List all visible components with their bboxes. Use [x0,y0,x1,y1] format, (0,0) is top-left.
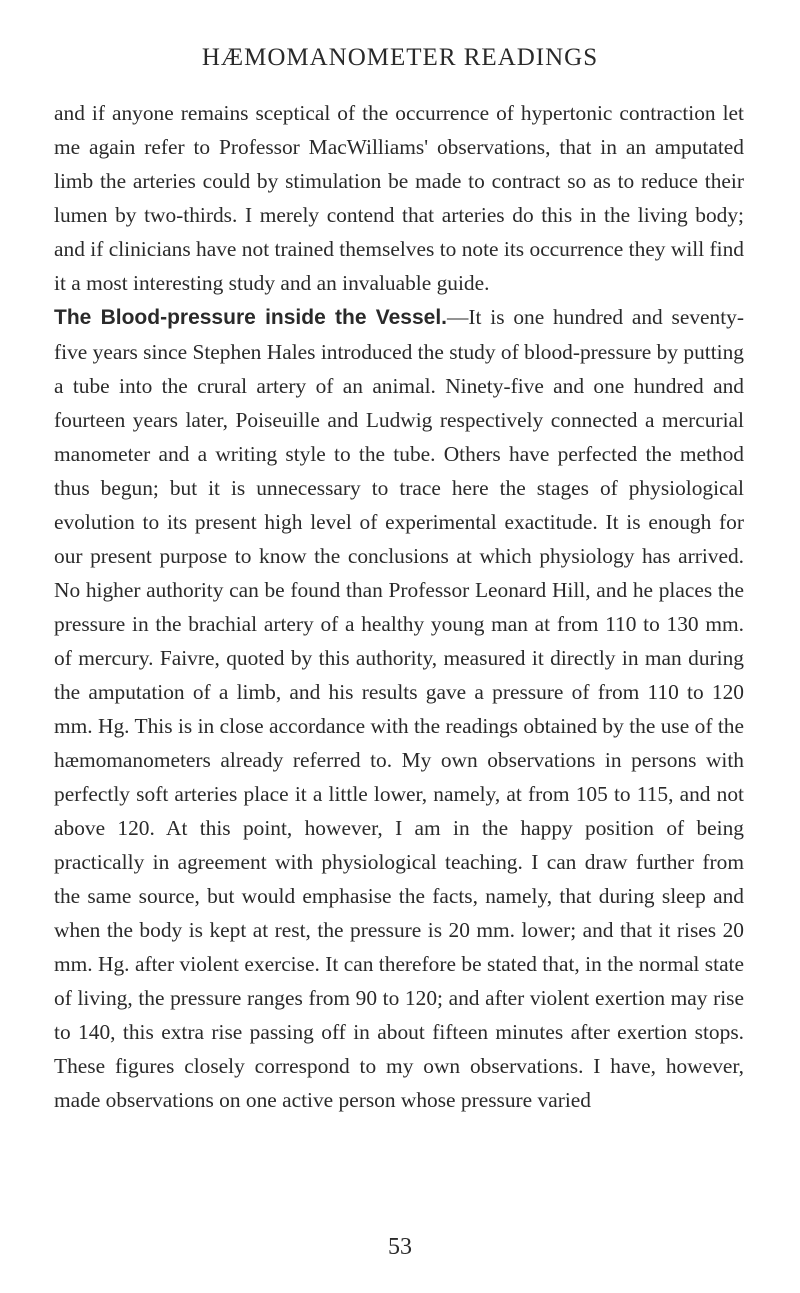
section-heading: The Blood-pressure inside the Vessel. [54,306,448,329]
paragraph-continuation: and if anyone remains sceptical of the occurrence of hypertonic contraction let me again refer to Professor MacWilliams' observations, that in an amputated limb the arteries could by stimulation be made to contract so as to reduce their lumen by two-thirds. I merely contend that arteries do this in the living body; and if clinicians have not trained themselves to note its occurrence they will find it a most interesting study and an invaluable guide. [54,101,744,295]
section-text: —It is one hundred and seventy-five years since Stephen Hales introduced the study of blood-pressure by putting a tube into the crural artery of an animal. Ninety-five and one hundred and fourteen years later, Poiseuille and Ludwig respectively connected a mercurial manometer and a writing style to the tube. Others have perfected the method thus begun; but it is unnecessary to trace here the stages of physiological evolution to its present high level of experimental exactitude. It is enough for our present purpose to know the conclusions at which physiology has arrived. No higher authority can be found than Professor Leonard Hill, and he places the pressure in the brachial artery of a healthy young man at from 110 to 130 mm. of mercury. Faivre, quoted by this authority, measured it directly in man during the amputation of a limb, and his results gave a pressure of from 110 to 120 mm. Hg. This is in close accordance with the readings obtained by the use of the hæmomanometers already referred to. My own observations in persons with perfectly soft arteries place it a little lower, namely, at from 105 to 115, and not above 120. At this point, however, I am in the happy position of being practically in agreement with physiological teaching. I can draw further from the same source, but would emphasise the facts, namely, that during sleep and when the body is kept at rest, the pressure is 20 mm. lower; and that it rises 20 mm. Hg. after violent exercise. It can therefore be stated that, in the normal state of living, the pressure ranges from 90 to 120; and after violent exertion may rise to 140, this extra rise passing off in about fifteen minutes after exertion stops. These figures closely correspond to my own observations. I have, however, made observations on one active person whose pressure varied [54,305,744,1112]
body-text [54,96,744,1117]
page-number: 53 [388,1234,412,1260]
paragraph-blood-pressure [54,300,744,1117]
running-title: HÆMOMANOMETER READINGS [201,44,599,71]
